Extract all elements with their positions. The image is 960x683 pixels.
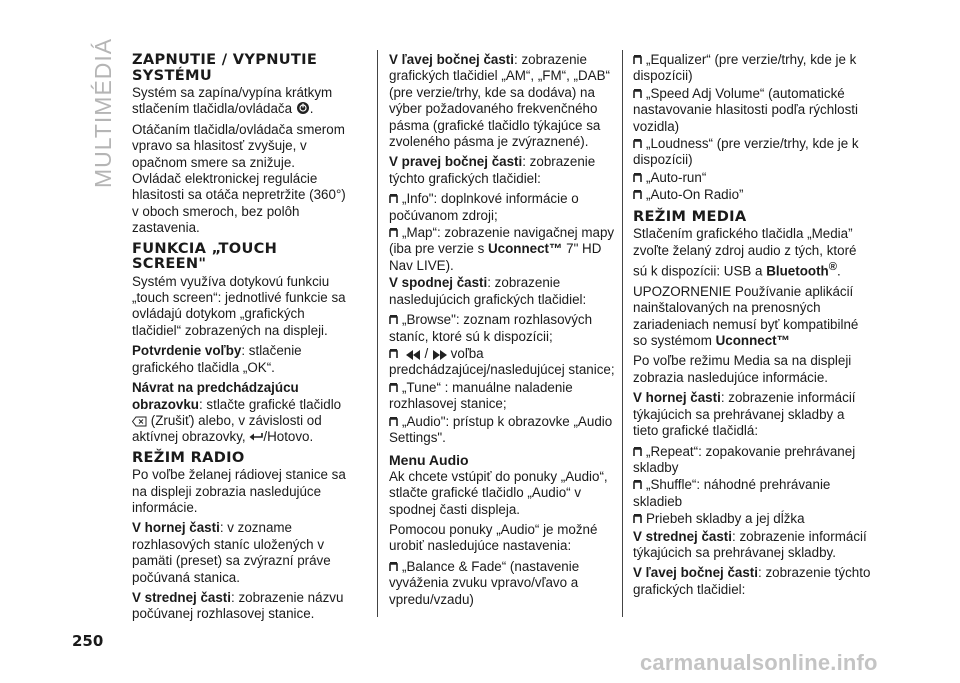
list-item-shuffle: „Shuffle“: náhodné prehrávanie skladieb [633,477,831,509]
backspace-icon [132,416,147,427]
bullet-icon [633,54,643,65]
bullet-icon [633,88,643,99]
paragraph-menu-1: Ak chcete vstúpiť do ponuky „Audio“, stlačte grafické tlačidlo „Audio“ v spodnej časti displeja. [389,468,608,517]
bullet-icon [633,189,643,200]
list-item-tune: „Tune“ : manuálne naladenie rozhlasovej stanice; [389,379,573,412]
bullet-icon [633,446,643,457]
bullet-icon [389,561,399,572]
list-item-balance: „Balance & Fade“ (nastavenie vyváženia zvuku vpravo/vľavo a vpredu/vzadu) [389,558,580,607]
paragraph-on-off-1: Systém sa zapína/vypína krátkym stlačením tlačidla/ovládača . [132,85,333,117]
heading-menu-audio: Menu Audio [389,452,469,469]
list-item-equalizer: „Equalizer“ (pre verzie/trhy, kde je k dispozícii) [633,52,857,84]
list-item-loudness: „Loudness“ (pre verzie/trhy, kde je k dispozícii) [633,136,859,168]
list-item-browse: „Browse": zoznam rozhlasových staníc, ktoré sú k dispozícii; [389,312,593,344]
heading-touch-screen: FUNKCIA „TOUCH SCREEN" [132,239,278,273]
paragraph-touch: Systém využíva dotykovú funkciu „touch screen“: jednotlivé funkcie sa ovládajú dotykom „grafických tlačidiel“ zobrazených na displeji. [132,273,346,338]
page-number: 250 [72,632,104,650]
bullet-icon [633,172,643,183]
column-divider-1 [377,50,378,617]
list-item-repeat: „Repeat“: zopakovanie prehrávanej skladby [633,443,856,475]
list-item-elapsed: Priebeh skladby a jej dĺžka [633,511,873,527]
seek-forward-icon [432,350,447,360]
paragraph-confirm: Potvrdenie voľby: stlačenie grafického tlačidla „OK“. [132,343,302,375]
bullet-icon [389,193,399,204]
return-arrow-icon [249,432,263,443]
column-3 [633,52,873,602]
column-1 [132,52,346,627]
list-item-seek: / voľba predchádzajúcej/nasledujúcej stanice; [389,345,615,378]
paragraph-media-2: UPOZORNENIE Používanie aplikácií nainštalovaných na prenosných zariadeniach nemusí byť kompatibilné so systémom Uconnect™ [633,283,859,349]
column-2 [389,52,621,609]
list-item-speed-adj: „Speed Adj Volume“ (automatické nastavovanie hlasitosti podľa rýchlosti vozidla) [633,85,858,134]
list-item-auto-run: „Auto-run“ [633,170,873,186]
list-item-auto-on: „Auto-On Radio” [633,187,873,203]
heading-radio-mode: REŽIM RADIO [132,448,245,466]
paragraph-radio-middle: V strednej časti: zobrazenie názvu počúvanej rozhlasovej stanice. [132,590,344,622]
bullet-icon [389,382,399,393]
paragraph-media-3: Po voľbe režimu Media sa na displeji zobrazia nasledujúce informácie. [633,353,852,385]
paragraph-media-upper: V hornej časti: zobrazenie informácií týkajúcich sa prehrávanej skladby a tieto grafické tlačidlá: [633,390,856,439]
list-item-audio: „Audio": prístup k obrazovke „Audio Settings". [389,413,613,445]
paragraph-media-left: V ľavej bočnej časti: zobrazenie týchto grafických tlačidiel: [633,565,871,597]
paragraph-on-off-2: Otáčaním tlačidla/ovládača smerom vpravo sa hlasitosť zvyšuje, v opačnom smere sa znižuje. Ovládač elektronickej regulácie hlasitosti sa otáča nepretržite (360°) v oboch smeroch, bez polôh zastavenia. [132,121,346,236]
watermark: carmanualsonline.info [640,650,878,675]
bullet-icon [389,416,399,427]
bullet-icon [633,513,643,524]
heading-on-off: ZAPNUTIE / VYPNUTIE SYSTÉMU [132,51,318,84]
paragraph-media-middle: V strednej časti: zobrazenie informácií týkajúcich sa prehrávanej skladby. [633,528,867,560]
bullet-icon [389,227,399,238]
power-knob-icon [296,101,310,115]
paragraph-back: Návrat na predchádzajúcu obrazovku: stlačte grafické tlačidlo (Zrušiť) alebo, v závislosti od aktívnej obrazovky, /Hotovo. [132,380,342,445]
section-side-tab [86,37,116,188]
paragraph-radio-upper: V hornej časti: v zozname rozhlasových staníc uložených v pamäti (preset) sa zvýrazní práve počúvaná stanica. [132,520,331,585]
paragraph-menu-2: Pomocou ponuky „Audio“ je možné urobiť nasledujúce nastavenia: [389,521,598,554]
list-item-info: „Info": doplnkové informácie o počúvanom zdroji; [389,191,579,223]
section-side-tab-label: MULTIMÉDIÁ [90,37,116,188]
paragraph-radio: Po voľbe želanej rádiovej stanice sa na displeji zobrazia nasledujúce informácie. [132,467,346,516]
paragraph-media-1: Stlačením grafického tlačidla „Media” zvoľte želaný zdroj audio z tých, ktoré sú k dispozícii: USB a Bluetooth®. [633,226,857,279]
heading-media-mode: REŽIM MEDIA [633,207,747,225]
bullet-icon [389,314,399,325]
bullet-icon [389,348,399,359]
paragraph-radio-left: V ľavej bočnej časti: zobrazenie grafických tlačidiel „AM“, „FM“, „DAB“ (pre verzie/trhy, kde sa dodáva) na výber požadovaného frekvenčného pásma (grafické tlačidlo týkajúce sa zvoleného pásma je zvýraznené). [389,52,610,150]
seek-back-icon [406,350,421,360]
column-divider-2 [622,50,623,617]
paragraph-radio-lower: V spodnej časti: zobrazenie nasledujúcich grafických tlačidiel: [389,275,587,307]
list-item-map: „Map“: zobrazenie navigačnej mapy (iba pre verzie s Uconnect™ 7" HD Nav LIVE). [389,225,615,273]
paragraph-radio-right: V pravej bočnej časti: zobrazenie týchto grafických tlačidiel: [389,154,596,186]
bullet-icon [633,138,643,149]
bullet-icon [633,479,643,490]
